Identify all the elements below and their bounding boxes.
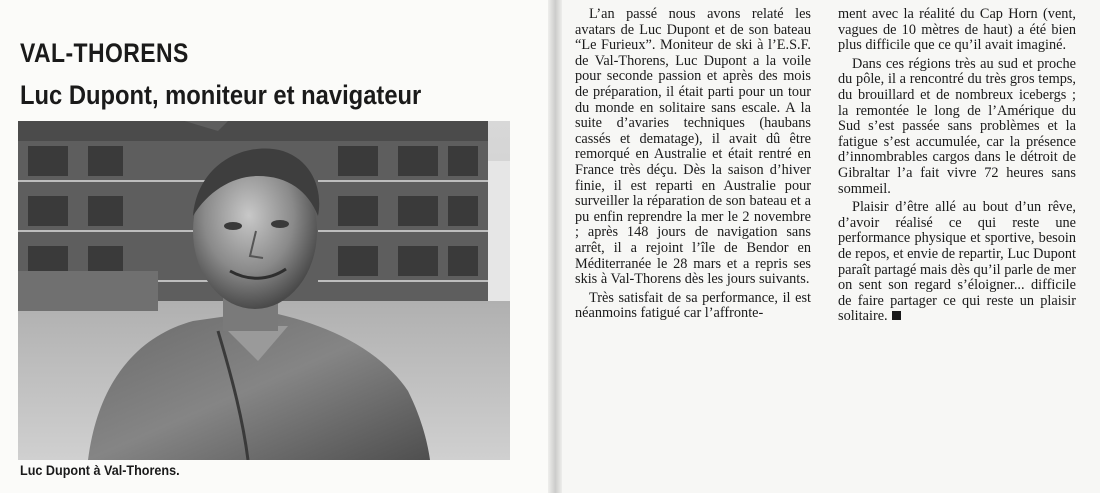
article-photo: [18, 121, 510, 460]
headline: Luc Dupont, moniteur et navigateur: [20, 80, 422, 110]
photo-caption: Luc Dupont à Val-Thorens.: [20, 462, 180, 478]
end-of-article-mark: [892, 311, 901, 320]
text-column-2: [838, 7, 1076, 325]
section-title: VAL-THORENS: [20, 38, 189, 68]
paragraph: Très satisfait de sa performance, il est néanmoins fatigué car l’affronte-: [575, 289, 811, 322]
paragraph: ment avec la réalité du Cap Horn (vent, vagues de 10 mètres de haut) a été bien plus difficile que ce qu’il avait imaginé.: [838, 6, 1076, 54]
text-column-1: [575, 7, 811, 322]
paragraph-final: [838, 200, 1076, 325]
paragraph-text: Plaisir d’être allé au bout d’un rêve, d’avoir réalisé ce qui reste une performance physique et sportive, besoin de repos, et envie de repartir, Luc Dupont paraît partagé mais dès qu’il parle de mer on sent son regard s’éloigner... difficile de faire partager ce qui reste un plaisir solitaire.: [838, 199, 1077, 325]
paragraph: L’an passé nous avons relaté les avatars de Luc Dupont et de son bateau “Le Furieux”. Moniteur de ski à l’E.S.F. de Val-Thorens, Luc Dupont a la voile pour seconde passion et après des mois de préparation, il était parti pour un tour du monde en solitaire sans escale. A la suite d’avaries techniques (haubans cassés et dematage), il avait dû être remorqué en Australie et était rentré en France très déçu. Dès la saison d’hiver finie, il est reparti en Australie pour surveiller la réparation de son bateau et a pu enfin reprendre la mer le 2 novembre ; après 148 jours de navigation sans arrêt, il a rejoint l’île de Bendor en Méditerranée le 28 mars et a repris ses skis à Val-Thorens dès les jours suivants.: [575, 6, 811, 288]
page-fold-shadow: [548, 0, 562, 493]
paragraph: Dans ces régions très au sud et proche du pôle, il a rencontré du très gros temps, du brouillard et de nombreux icebergs ; la remontée le long de l’Amérique du Sud s’est passée sans problèmes et la fatigue s’est accumulée, car la présence d’innombrables cargos dans le détroit de Gibraltar l’a fait vivre 72 heures sans sommeil.: [838, 55, 1076, 197]
photo-illustration: [18, 121, 510, 460]
